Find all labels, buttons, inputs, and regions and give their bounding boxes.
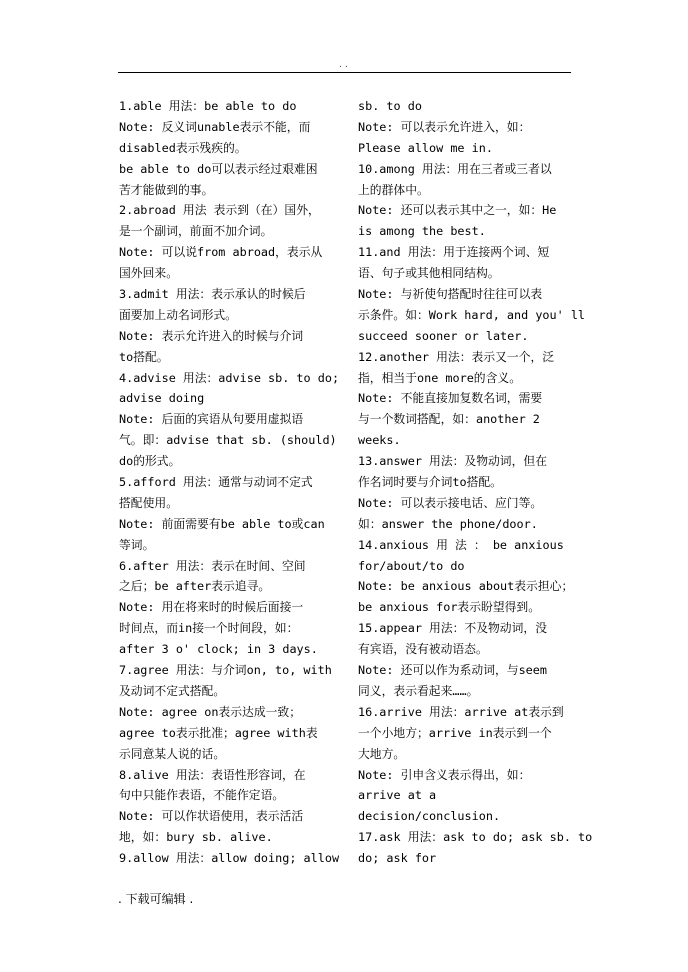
text-line: do的形式。 bbox=[119, 454, 181, 469]
text-line: 等词。 bbox=[119, 537, 155, 552]
text-line: Note: be anxious about表示担心； bbox=[358, 579, 574, 594]
text-line: after 3 o' clock; in 3 days. bbox=[119, 642, 318, 657]
text-line: sb. to do bbox=[358, 99, 422, 113]
text-line: Note: 引申含义表示得出，如： bbox=[358, 767, 531, 782]
text-line: 之后；be after表示追寻。 bbox=[119, 579, 271, 594]
text-line: decision/conclusion. bbox=[358, 809, 501, 824]
text-line: 搭配使用。 bbox=[119, 495, 178, 510]
text-line: 时间点，而in接一个时间段，如： bbox=[119, 621, 299, 636]
text-line: 气。即：advise that sb. (should) bbox=[119, 433, 337, 448]
text-line: 如：answer the phone/door. bbox=[358, 516, 538, 531]
text-line: 面要加上动名词形式。 bbox=[119, 307, 237, 322]
text-line: for/about/to do bbox=[358, 558, 465, 573]
text-line: succeed sooner or later. bbox=[358, 328, 529, 343]
text-line: 一个小地方；arrive in表示到一个 bbox=[358, 725, 552, 740]
text-line: weeks. bbox=[358, 433, 401, 448]
text-line: Note: 可以表示接电话、应门等。 bbox=[358, 495, 543, 510]
header-dots: .. bbox=[338, 60, 350, 69]
text-line: Note: 与祈使句搭配时往往可以表 bbox=[358, 287, 543, 302]
text-line: 6.after 用法：表示在时间、空间 bbox=[119, 558, 306, 573]
text-line: 指，相当于one more的含义。 bbox=[358, 370, 521, 385]
text-line: agree to表示批准；agree with表 bbox=[119, 725, 318, 740]
text-line: 地，如：bury sb. alive. bbox=[119, 830, 273, 845]
text-line: Note: 还可以作为系动词，与seem bbox=[358, 663, 547, 678]
right-column bbox=[358, 96, 593, 869]
text-line: Note: 后面的宾语从句要用虚拟语 bbox=[119, 412, 304, 427]
text-line: 上的群体中。 bbox=[358, 182, 429, 197]
text-line: 语、句子或其他相同结构。 bbox=[358, 266, 500, 281]
text-line: 1.able 用法：be able to do bbox=[119, 99, 297, 113]
text-line: arrive at a bbox=[358, 788, 437, 803]
text-line: 17.ask 用法：ask to do; ask sb. to bbox=[358, 830, 593, 845]
text-line: 示同意某人说的话。 bbox=[119, 746, 226, 761]
text-line: 12.another 用法：表示又一个，泛 bbox=[358, 349, 555, 364]
text-line: 2.abroad 用法 表示到（在）国外， bbox=[119, 203, 320, 218]
text-line: 11.and 用法：用于连接两个词、短 bbox=[358, 245, 550, 260]
text-line: 示条件。如：Work hard, and you' ll bbox=[358, 307, 586, 322]
text-line: Note: 反义词unable表示不能，而 bbox=[119, 119, 311, 134]
text-line: 句中只能作表语，不能作定语。 bbox=[119, 788, 285, 803]
text-line: 14.anxious 用 法 ： be anxious bbox=[358, 537, 564, 552]
text-line: Note: 可以表示允许进入，如： bbox=[358, 119, 531, 134]
text-line: 4.advise 用法：advise sb. to do; bbox=[119, 370, 340, 385]
text-line: 13.answer 用法：及物动词，但在 bbox=[358, 454, 547, 469]
text-line: 与一个数词搭配，如：another 2 bbox=[358, 412, 540, 427]
text-line: Please allow me in. bbox=[358, 140, 493, 155]
text-line: 5.afford 用法：通常与动词不定式 bbox=[119, 475, 313, 490]
text-line: Note: 还可以表示其中之一，如：He bbox=[358, 203, 557, 218]
text-line: Note: 表示允许进入的时候与介词 bbox=[119, 328, 304, 343]
text-line: is among the best. bbox=[358, 224, 486, 239]
text-line: Note: 不能直接加复数名词，需要 bbox=[358, 391, 543, 406]
text-line: Note: 用在将来时的时候后面接一 bbox=[119, 600, 304, 615]
text-line: Note: 可以作状语使用，表示活活 bbox=[119, 809, 304, 824]
text-line: 有宾语，没有被动语态。 bbox=[358, 642, 488, 657]
text-line: 3.admit 用法：表示承认的时候后 bbox=[119, 287, 306, 302]
text-line: 作名词时要与介词to搭配。 bbox=[358, 475, 502, 490]
text-line: disabled表示残疾的。 bbox=[119, 140, 247, 155]
footer-text: . 下载可编辑 . bbox=[118, 892, 194, 906]
text-line: 9.allow 用法：allow doing; allow bbox=[119, 851, 340, 866]
text-line: 是一个副词，前面不加介词。 bbox=[119, 224, 273, 239]
text-line: 8.alive 用法：表语性形容词，在 bbox=[119, 767, 306, 782]
text-line: Note: 前面需要有be able to或can bbox=[119, 516, 325, 531]
header-rule bbox=[118, 72, 571, 73]
text-line: 15.appear 用法：不及物动词，没 bbox=[358, 621, 547, 636]
text-line: do; ask for bbox=[358, 851, 437, 866]
text-line: advise doing bbox=[119, 391, 205, 406]
text-line: be anxious for表示盼望得到。 bbox=[358, 600, 541, 615]
text-line: 同义，表示看起来……。 bbox=[358, 683, 479, 698]
text-line: to搭配。 bbox=[119, 349, 169, 364]
text-line: 16.arrive 用法：arrive at表示到 bbox=[358, 704, 564, 719]
text-line: Note: 可以说from abroad，表示从 bbox=[119, 245, 323, 260]
text-line: 及动词不定式搭配。 bbox=[119, 683, 226, 698]
text-line: 10.among 用法：用在三者或三者以 bbox=[358, 161, 552, 176]
text-line: 苦才能做到的事。 bbox=[119, 182, 214, 197]
left-column bbox=[119, 96, 347, 869]
text-line: 大地方。 bbox=[358, 746, 406, 761]
text-line: be able to do可以表示经过艰难困 bbox=[119, 161, 318, 176]
text-line: 7.agree 用法：与介词on, to, with bbox=[119, 663, 332, 678]
text-line: 国外回来。 bbox=[119, 266, 178, 281]
text-line: Note: agree on表示达成一致； bbox=[119, 704, 302, 719]
